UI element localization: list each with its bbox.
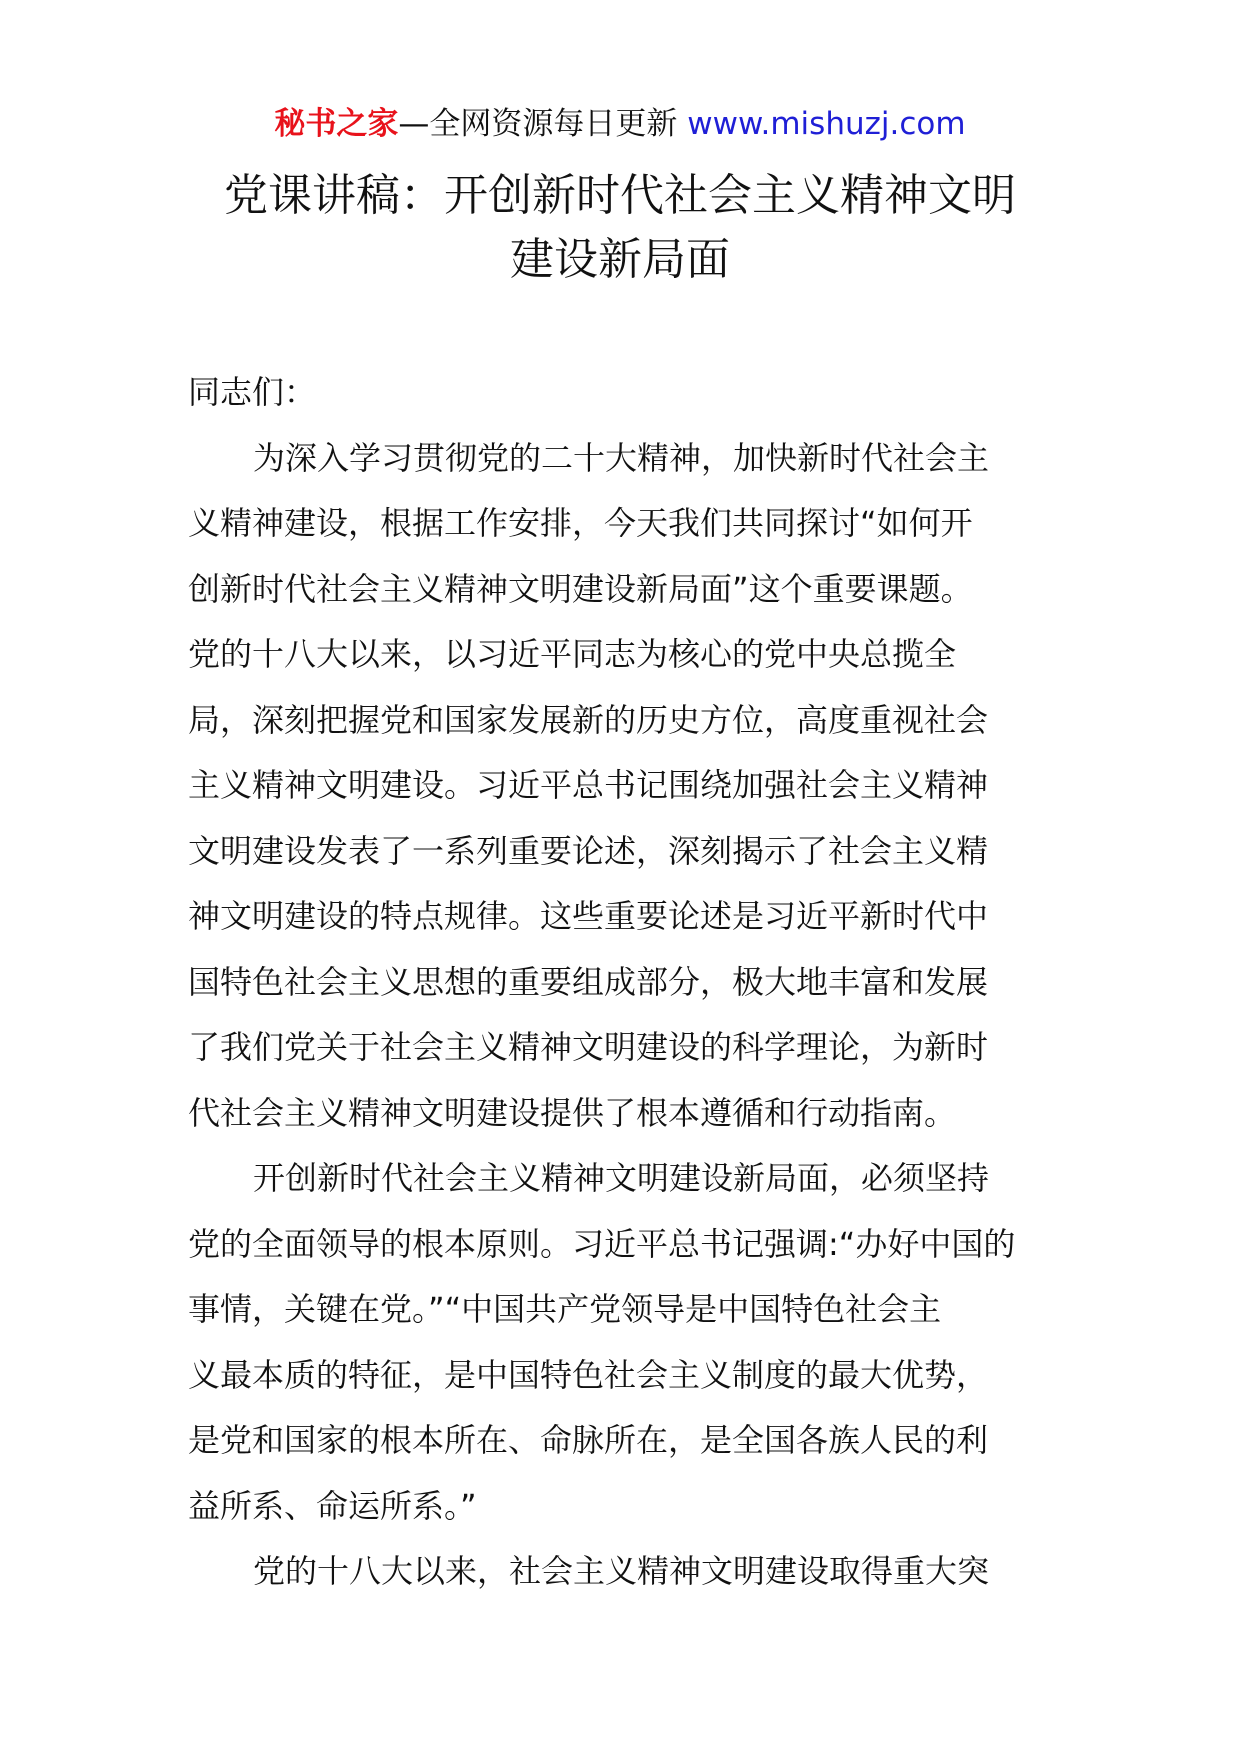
body-line: 党的十八大以来，以习近平同志为核心的党中央总揽全: [188, 635, 957, 673]
body-line: 义最本质的特征，是中国特色社会主义制度的最大优势，: [188, 1355, 989, 1394]
title-line-1: 党课讲稿：开创新时代社会主义精神文明: [224, 170, 1016, 221]
document-body: [188, 360, 1068, 1605]
body-line: 是党和国家的根本所在、命脉所在，是全国各族人民的利: [188, 1421, 989, 1459]
body-line: 主义精神文明建设。习近平总书记围绕加强社会主义精神: [188, 766, 989, 804]
body-line: 义精神建设，根据工作安排，今天我们共同探讨“如何开: [188, 504, 973, 542]
brand-name: 秘书之家: [274, 106, 399, 142]
body-line: 开创新时代社会主义精神文明建设新局面，必须坚持: [253, 1159, 990, 1197]
body-line: 了我们党关于社会主义精神文明建设的科学理论，为新时: [188, 1028, 989, 1066]
body-line: 代社会主义精神文明建设提供了根本遵循和行动指南。: [188, 1093, 957, 1132]
body-line: 局，深刻把握党和国家发展新的历史方位，高度重视社会: [188, 700, 989, 739]
title-line-2: 建设新局面: [510, 234, 730, 285]
body-line: 事情，关键在党。”“中国共产党领导是中国特色社会主: [188, 1290, 942, 1328]
body-line: 创新时代社会主义精神文明建设新局面”这个重要课题。: [188, 569, 973, 608]
body-line: 为深入学习贯彻党的二十大精神，加快新时代社会主: [253, 438, 990, 477]
body-line: 党的全面领导的根本原则。习近平总书记强调:“办好中国的: [188, 1224, 1016, 1263]
body-line: 神文明建设的特点规律。这些重要论述是习近平新时代中: [188, 897, 989, 935]
body-line: 党的十八大以来，社会主义精神文明建设取得重大突: [253, 1552, 990, 1590]
salutation: 同志们：: [188, 373, 317, 411]
site-url-link[interactable]: www.mishuzj.com: [687, 106, 966, 142]
document-title: [150, 164, 1090, 292]
body-line: 文明建设发表了一系列重要论述，深刻揭示了社会主义精: [188, 831, 989, 870]
site-header: [0, 100, 1240, 148]
header-tagline: —全网资源每日更新: [398, 106, 678, 142]
body-line: 益所系、命运所系。”: [188, 1486, 477, 1525]
body-line: 国特色社会主义思想的重要组成部分，极大地丰富和发展: [188, 962, 989, 1001]
